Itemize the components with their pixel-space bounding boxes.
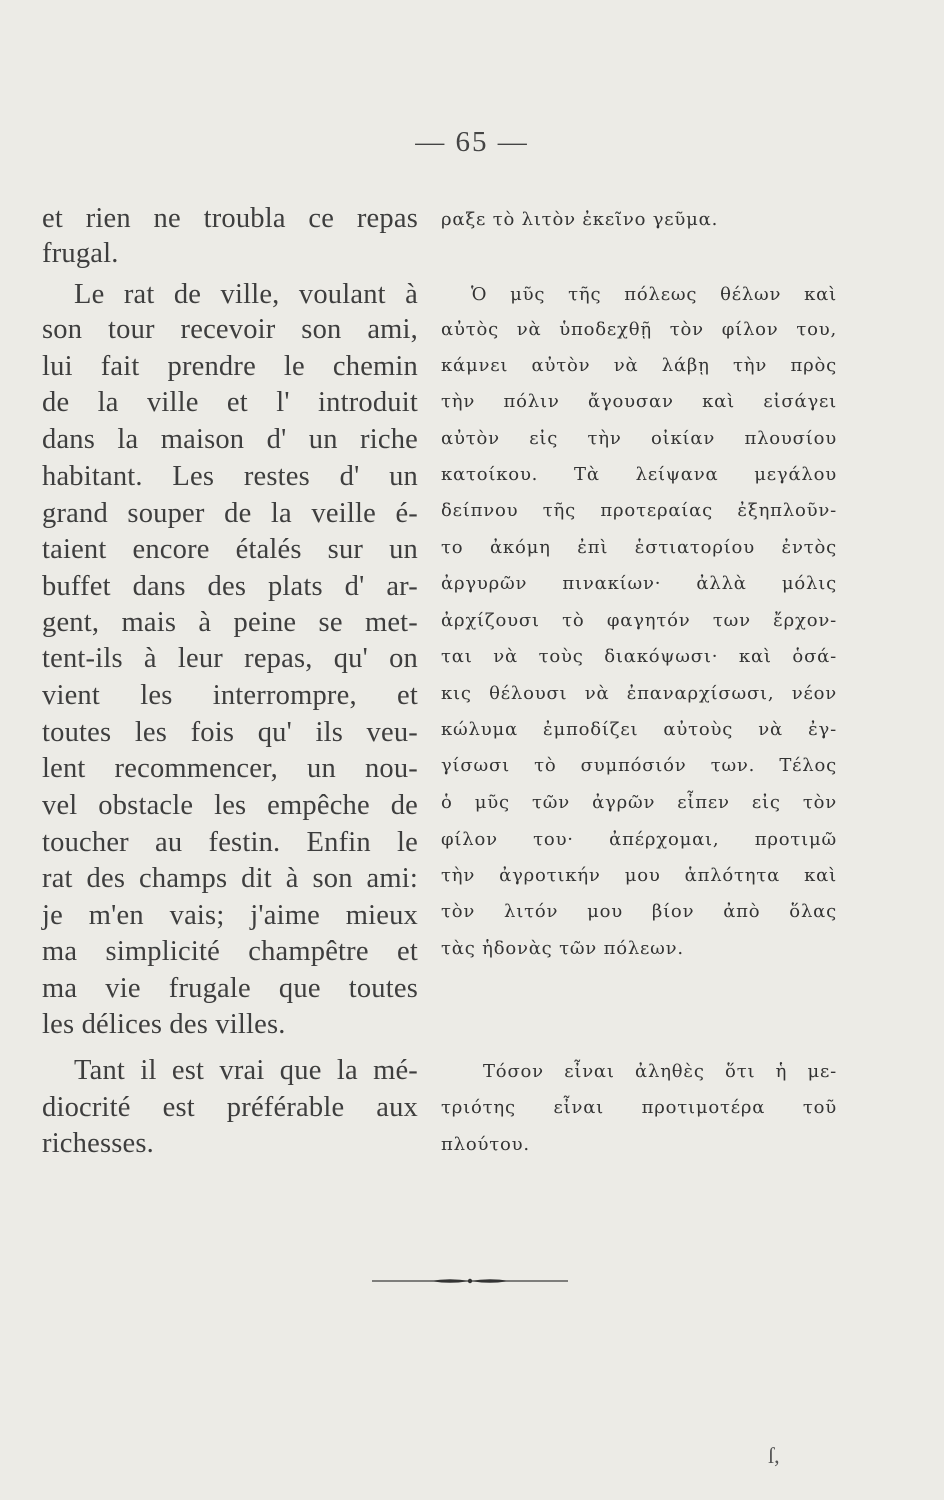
- french-line: toutes les fois qu' ils veu-: [42, 717, 418, 748]
- french-line: vel obstacle les empêche de: [42, 790, 418, 821]
- ornamental-rule: [372, 1276, 568, 1286]
- greek-line: φίλον του· ἀπέρχομαι, προτιμῶ: [441, 829, 837, 850]
- greek-line: κάμνει αὐτὸν νὰ λάβῃ τὴν πρὸς: [441, 355, 837, 376]
- french-line: rat des champs dit à son ami:: [42, 863, 418, 894]
- greek-line: κις θέλουσι νὰ ἐπαναρχίσωσι, νέον: [441, 683, 837, 704]
- french-line: lui fait prendre le chemin: [42, 351, 418, 382]
- greek-line: αὐτὸν εἰς τὴν οἰκίαν πλουσίου: [441, 428, 837, 449]
- french-line: Tant il est vrai que la mé-: [74, 1055, 418, 1086]
- greek-line: τὸν λιτόν μου βίον ἀπὸ ὅλας: [441, 901, 837, 922]
- french-line: gent, mais à peine se met-: [42, 607, 418, 638]
- french-line: ma vie frugale que toutes: [42, 973, 418, 1004]
- french-line: vient les interrompre, et: [42, 680, 418, 711]
- french-line: grand souper de la veille é-: [42, 498, 418, 529]
- greek-line: Τόσον εἶναι ἀληθὲς ὅτι ἡ με-: [483, 1061, 837, 1082]
- french-line: son tour recevoir son ami,: [42, 314, 418, 345]
- greek-line: ραξε τὸ λιτὸν ἐκεῖνο γεῦμα.: [441, 209, 719, 230]
- greek-line: τὴν πόλιν ἄγουσαν καὶ εἰσάγει: [441, 391, 837, 412]
- french-line: ma simplicité champêtre et: [42, 936, 418, 967]
- greek-line: τὴν ἀγροτικήν μου ἁπλότητα καὶ: [441, 865, 837, 886]
- french-line: Le rat de ville, voulant à: [74, 279, 418, 310]
- greek-line: κώλυμα ἐμποδίζει αὐτοὺς νὰ ἐγ-: [441, 719, 837, 740]
- greek-line: γίσωσι τὸ συμπόσιόν των. Τέλος: [441, 755, 837, 776]
- french-line: tent-ils à leur repas, qu' on: [42, 643, 418, 674]
- french-line: lent recommencer, un nou-: [42, 753, 418, 784]
- greek-line: τριότης εἶναι προτιμοτέρα τοῦ: [441, 1097, 837, 1118]
- french-line: habitant. Les restes d' un: [42, 461, 418, 492]
- greek-line: αὐτὸς νὰ ὑποδεχθῇ τὸν φίλον του,: [441, 319, 837, 340]
- greek-line: ται νὰ τοὺς διακόψωσι· καὶ ὁσά-: [441, 646, 837, 667]
- french-line: buffet dans des plats d' ar-: [42, 571, 418, 602]
- french-line: diocrité est préférable aux: [42, 1092, 418, 1123]
- french-line: richesses.: [42, 1128, 155, 1159]
- greek-line: πλούτου.: [441, 1134, 530, 1155]
- french-line: toucher au festin. Enfin le: [42, 827, 418, 858]
- greek-line: ἀρχίζουσι τὸ φαγητόν των ἔρχον-: [441, 610, 837, 631]
- greek-line: κατοίκου. Τὰ λείψανα μεγάλου: [441, 464, 837, 485]
- greek-line: Ὁ μῦς τῆς πόλεως θέλων καὶ: [471, 284, 837, 305]
- greek-line: δείπνου τῆς προτεραίας ἐξηπλοῦν-: [441, 500, 837, 521]
- french-line: les délices des villes.: [42, 1009, 286, 1040]
- greek-line: τὰς ἡδονὰς τῶν πόλεων.: [441, 938, 684, 959]
- corner-mark: ſ,: [768, 1443, 780, 1468]
- french-line: de la ville et l' introduit: [42, 387, 418, 418]
- french-line: dans la maison d' un riche: [42, 424, 418, 455]
- french-line: taient encore étalés sur un: [42, 534, 418, 565]
- greek-line: ἀργυρῶν πινακίων· ἀλλὰ μόλις: [441, 573, 837, 594]
- french-line: je m'en vais; j'aime mieux: [42, 900, 418, 931]
- french-line: frugal.: [42, 238, 119, 269]
- french-line: et rien ne troubla ce repas: [42, 203, 418, 234]
- greek-line: ὁ μῦς τῶν ἀγρῶν εἶπεν εἰς τὸν: [441, 792, 837, 813]
- page-number: — 65 —: [415, 126, 529, 158]
- greek-line: το ἀκόμη ἐπὶ ἑστιατορίου ἐντὸς: [441, 537, 837, 558]
